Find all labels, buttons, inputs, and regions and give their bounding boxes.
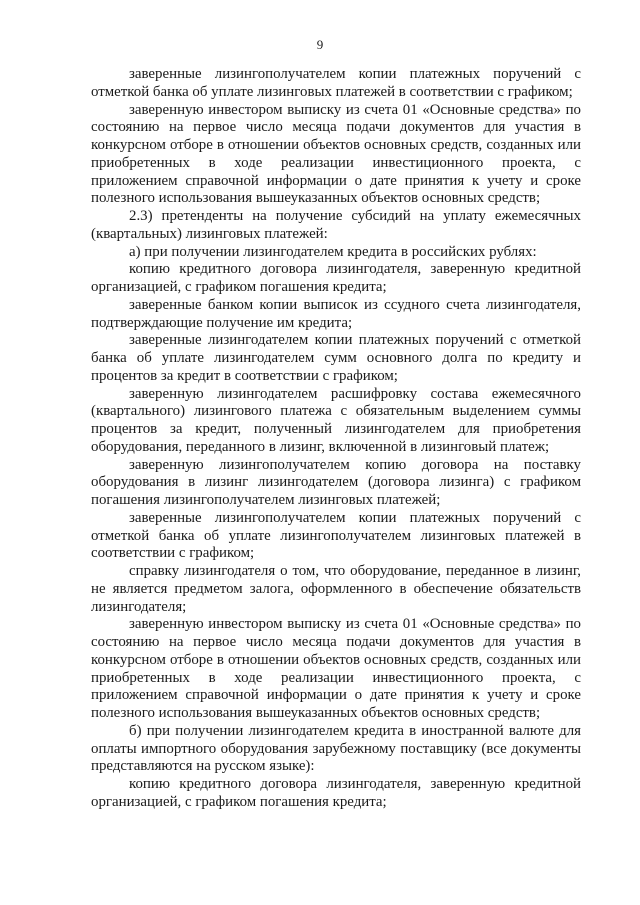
paragraph: а) при получении лизингодателем кредита в российских рублях: (129, 243, 537, 260)
paragraph: заверенные лизингополучателем копии платежных поручений с отметкой банка об уплате лизингополучателем лизинговых платежей в соответствии с графиком; (91, 509, 581, 562)
paragraph: заверенную лизингополучателем копию договора на поставку оборудования в лизинг лизингодателем (договора лизинга) с графиком погашения лизингополучателем лизинговых платежей; (91, 456, 581, 508)
paragraph: заверенную инвестором выписку из счета 01 «Основные средства» по состоянию на первое число месяца подачи документов для участия в конкурсном отборе в отношении объектов основных средств, созданных или приобретенных в ходе реализации инвестиционного проекта, с приложением справочной информации о дате принятия к учету и сроке полезного использования вышеуказанных объектов основных средств; (91, 101, 581, 207)
paragraph: копию кредитного договора лизингодателя, заверенную кредитной организацией, с графиком погашения кредита; (91, 776, 581, 810)
paragraph: копию кредитного договора лизингодателя, заверенную кредитной организацией, с графиком погашения кредита; (91, 261, 581, 295)
paragraph: заверенные банком копии выписок из ссудного счета лизингодателя, подтверждающие получение им кредита; (91, 296, 581, 331)
paragraph: заверенные лизингополучателем копии платежных поручений с отметкой банка об уплате лизинговых платежей в соответствии с графиком; (91, 66, 581, 100)
document-body (91, 66, 581, 812)
paragraph: заверенную лизингодателем расшифровку состава ежемесячного (квартального) лизингового платежа с обязательным выделением суммы процентов за кредит, полученный лизингодателем для приобретения оборудования, переданного в лизинг, включенной в лизинговый платеж; (91, 385, 581, 455)
paragraph: справку лизингодателя о том, что оборудование, переданное в лизинг, не является предметом залога, оформленного в обеспечение обязательств лизингодателя; (91, 563, 581, 615)
paragraph: заверенные лизингодателем копии платежных поручений с отметкой банка об уплате лизингодателем сумм основного долга по кредиту и процентов за кредит в соответствии с графиком; (91, 332, 581, 384)
paragraph: заверенную инвестором выписку из счета 01 «Основные средства» по состоянию на первое число месяца подачи документов для участия в конкурсном отборе в отношении объектов основных средств, созданных или приобретенных в ходе реализации инвестиционного проекта, с приложением справочной информации о дате принятия к учету и сроке полезного использования вышеуказанных объектов основных средств; (91, 616, 581, 721)
paragraph: б) при получении лизингодателем кредита в иностранной валюте для оплаты импортного оборудования зарубежному поставщику (все документы представляются на русском языке): (91, 722, 581, 775)
page-number: 9 (316, 37, 324, 52)
paragraph: 2.3) претенденты на получение субсидий на уплату ежемесячных (квартальных) лизинговых платежей: (91, 208, 581, 242)
